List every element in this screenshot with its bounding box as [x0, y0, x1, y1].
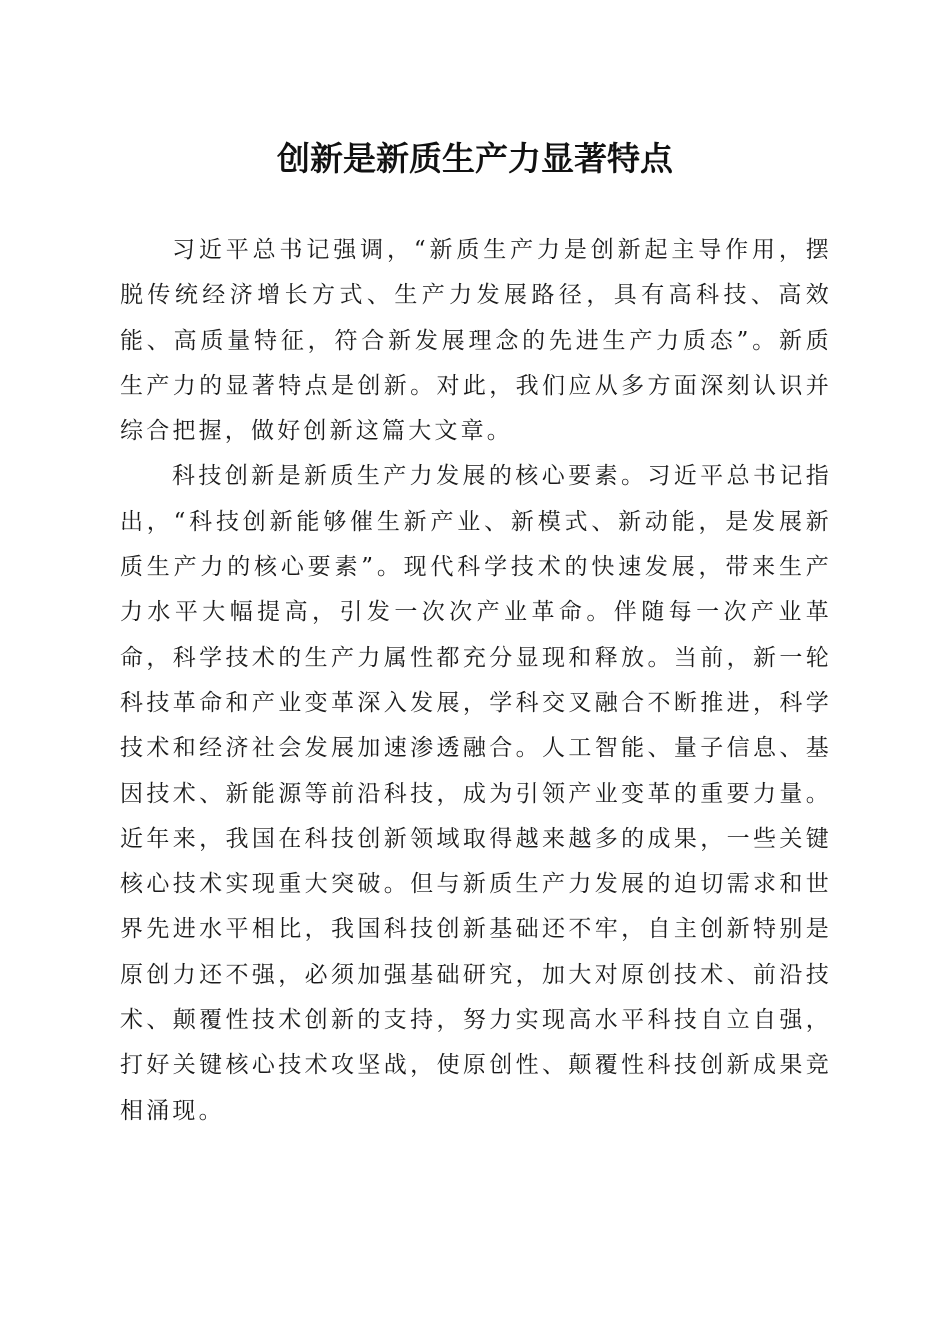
- document-body: [120, 228, 832, 1134]
- paragraph-2: 科技创新是新质生产力发展的核心要素。习近平总书记指出，“科技创新能够催生新产业、新模式、新动能，是发展新质生产力的核心要素”。现代科学技术的快速发展，带来生产力水平大幅提高，引发一次次产业革命。伴随每一次产业革命，科学技术的生产力属性都充分显现和释放。当前，新一轮科技革命和产业变革深入发展，学科交叉融合不断推进，科学技术和经济社会发展加速渗透融合。人工智能、量子信息、基因技术、新能源等前沿科技，成为引领产业变革的重要力量。近年来，我国在科技创新领域取得越来越多的成果，一些关键核心技术实现重大突破。但与新质生产力发展的迫切需求和世界先进水平相比，我国科技创新基础还不牢，自主创新特别是原创力还不强，必须加强基础研究，加大对原创技术、前沿技术、颠覆性技术创新的支持，努力实现高水平科技自立自强，打好关键核心技术攻坚战，使原创性、颠覆性科技创新成果竞相涌现。: [120, 463, 832, 1124]
- document-title: 创新是新质生产力显著特点: [277, 139, 673, 178]
- paragraph-1: 习近平总书记强调，“新质生产力是创新起主导作用，摆脱传统经济增长方式、生产力发展路径，具有高科技、高效能、高质量特征，符合新发展理念的先进生产力质态”。新质生产力的显著特点是创新。对此，我们应从多方面深刻认识并综合把握，做好创新这篇大文章。: [120, 237, 832, 445]
